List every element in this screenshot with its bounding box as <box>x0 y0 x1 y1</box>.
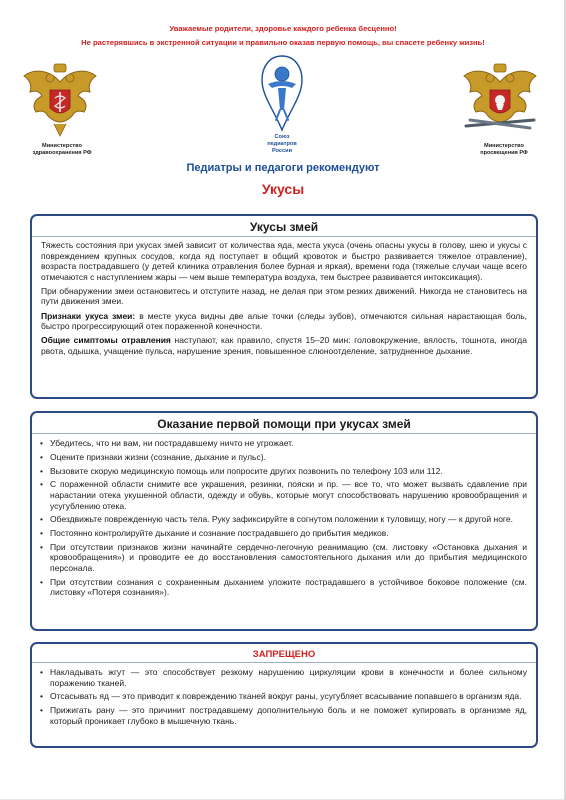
list-item: • При отсутствии сознания с сохраненным дыханием уложите пострадавшего в устойчивое боковое положение (см. листовку «Потеря сознания»). <box>40 576 527 598</box>
snake-bites-text <box>32 237 536 356</box>
recommendation-subtitle: Педиатры и педагоги рекомендуют <box>186 162 380 174</box>
forbidden-section <box>30 642 538 748</box>
bullet-icon: • <box>40 705 43 716</box>
list-item: • Отсасывать яд — это приводит к повреждению тканей вокруг раны, усугубляет всасывание попавшего в организм яда. <box>40 691 522 702</box>
section-divider <box>32 433 536 434</box>
forbidden-list <box>32 663 536 726</box>
union-pediatricians-label: Союз педиатров России <box>267 134 297 154</box>
first-aid-list <box>32 434 536 598</box>
ministry-education-label: Министерство просвещения РФ <box>480 143 528 156</box>
bullet-icon: • <box>40 438 43 448</box>
list-item: • С пораженной области снимите все украшения, резинки, пояски и пр. — все то, что может вызвать сдавление при нарастании отека укушенной области, одежду и обувь, которые могут способствовать нарушению кровообращения и усугублению отека. <box>40 479 527 511</box>
list-item: • Обездвижьте поврежденную часть тела. Руку зафиксируйте в согнутом положении к туловищу, ногу — к другой ноге. <box>40 514 513 525</box>
bullet-icon: • <box>40 667 43 677</box>
bullet-icon: • <box>40 541 43 552</box>
ministry-health-emblem-icon <box>20 60 100 140</box>
header-advice-line: Не растерявшись в экстренной ситуации и правильно оказав первую помощь, вы спасете ребенку жизнь! <box>81 38 485 47</box>
bullet-icon: • <box>40 576 43 587</box>
poisoning-symptoms-label: Общие симптомы отравления <box>41 335 171 346</box>
section-divider <box>32 662 536 663</box>
list-item: • Оцените признаки жизни (сознание, дыхание и пульс). <box>40 451 266 462</box>
list-item: • Постоянно контролируйте дыхание и сознание пострадавшего до прибытия медиков. <box>40 528 389 539</box>
bullet-icon: • <box>40 691 43 702</box>
bullet-icon: • <box>40 528 43 539</box>
ministry-education-emblem-icon <box>460 60 540 140</box>
list-item: • Убедитесь, что ни вам, ни пострадавшему ничто не угрожает. <box>40 438 294 448</box>
bullet-icon: • <box>40 465 43 476</box>
forbidden-title: ЗАПРЕЩЕНО <box>252 649 316 660</box>
encounter-advice-paragraph: При обнаружении змеи остановитесь и отступите назад, не делая при этом резких движений. Никогда не становитесь на пути движения змеи. <box>41 285 527 307</box>
severity-paragraph: Тяжесть состояния при укусах змей зависит от количества яда, места укуса (очень опасны укусы в голову, шею и укусы с повреждением крупных сосудов, когда яд поступает в общий кровоток и быстро развивается тяжелое отравление), возраста пострадавшего (у детей клиника отравления более бурная и яркая), времени года (тяжелые случаи чаще всего отмечаются с наступлением жары — чем выше температура воздуха, тем быстрее развивается интоксикация). <box>41 240 527 282</box>
bullet-icon: • <box>40 451 43 462</box>
union-pediatricians-logo-icon <box>254 54 310 134</box>
header-appeal-line: Уважаемые родители, здоровье каждого ребенка бесценно! <box>169 24 397 33</box>
list-item: • При отсутствии признаков жизни начинайте сердечно-легочную реанимацию (см. листовку «Остановка дыхания и кровообращения») и проводите ее до восстановления самостоятельного дыхания или до прибытия медицинского персонала. <box>40 541 527 574</box>
bullet-icon: • <box>40 514 43 525</box>
snake-bites-section <box>30 214 538 399</box>
bite-signs-paragraph: Признаки укуса змеи: в месте укуса видны две алые точки (следы зубов), отмечаются сильная нарастающая боль, быстро прогрессирующий отек пораженной конечности. <box>41 310 527 332</box>
list-item: • Прижигать рану — это причинит пострадавшему дополнительную боль и не поможет купировать в организме яд, который проникает глубоко в мышечную ткань. <box>40 705 527 726</box>
section-divider <box>32 236 536 237</box>
first-aid-title: Оказание первой помощи при укусах змей <box>157 417 411 431</box>
first-aid-section <box>30 411 538 631</box>
list-item: • Вызовите скорую медицинскую помощь или попросите других позвонить по телефону 103 или 112. <box>40 465 443 476</box>
page-title: Укусы <box>261 181 305 197</box>
ministry-health-label: Министерство здравоохранения РФ <box>32 143 92 156</box>
poisoning-symptoms-paragraph: Общие симптомы отравления наступают, как правило, спустя 15–20 мин: головокружение, вялость, тошнота, иногда рвота, одышка, учащение пульса, нарушение зрения, повышенное слюноотделение, затрудненное дыхание. <box>41 335 527 356</box>
list-item: • Накладывать жгут — это способствует резкому нарушению циркуляции крови в конечности и более сильному поражению тканей. <box>40 667 527 688</box>
bite-signs-label: Признаки укуса змеи: <box>41 310 136 321</box>
bullet-icon: • <box>40 479 43 490</box>
snake-bites-title: Укусы змей <box>249 220 319 234</box>
